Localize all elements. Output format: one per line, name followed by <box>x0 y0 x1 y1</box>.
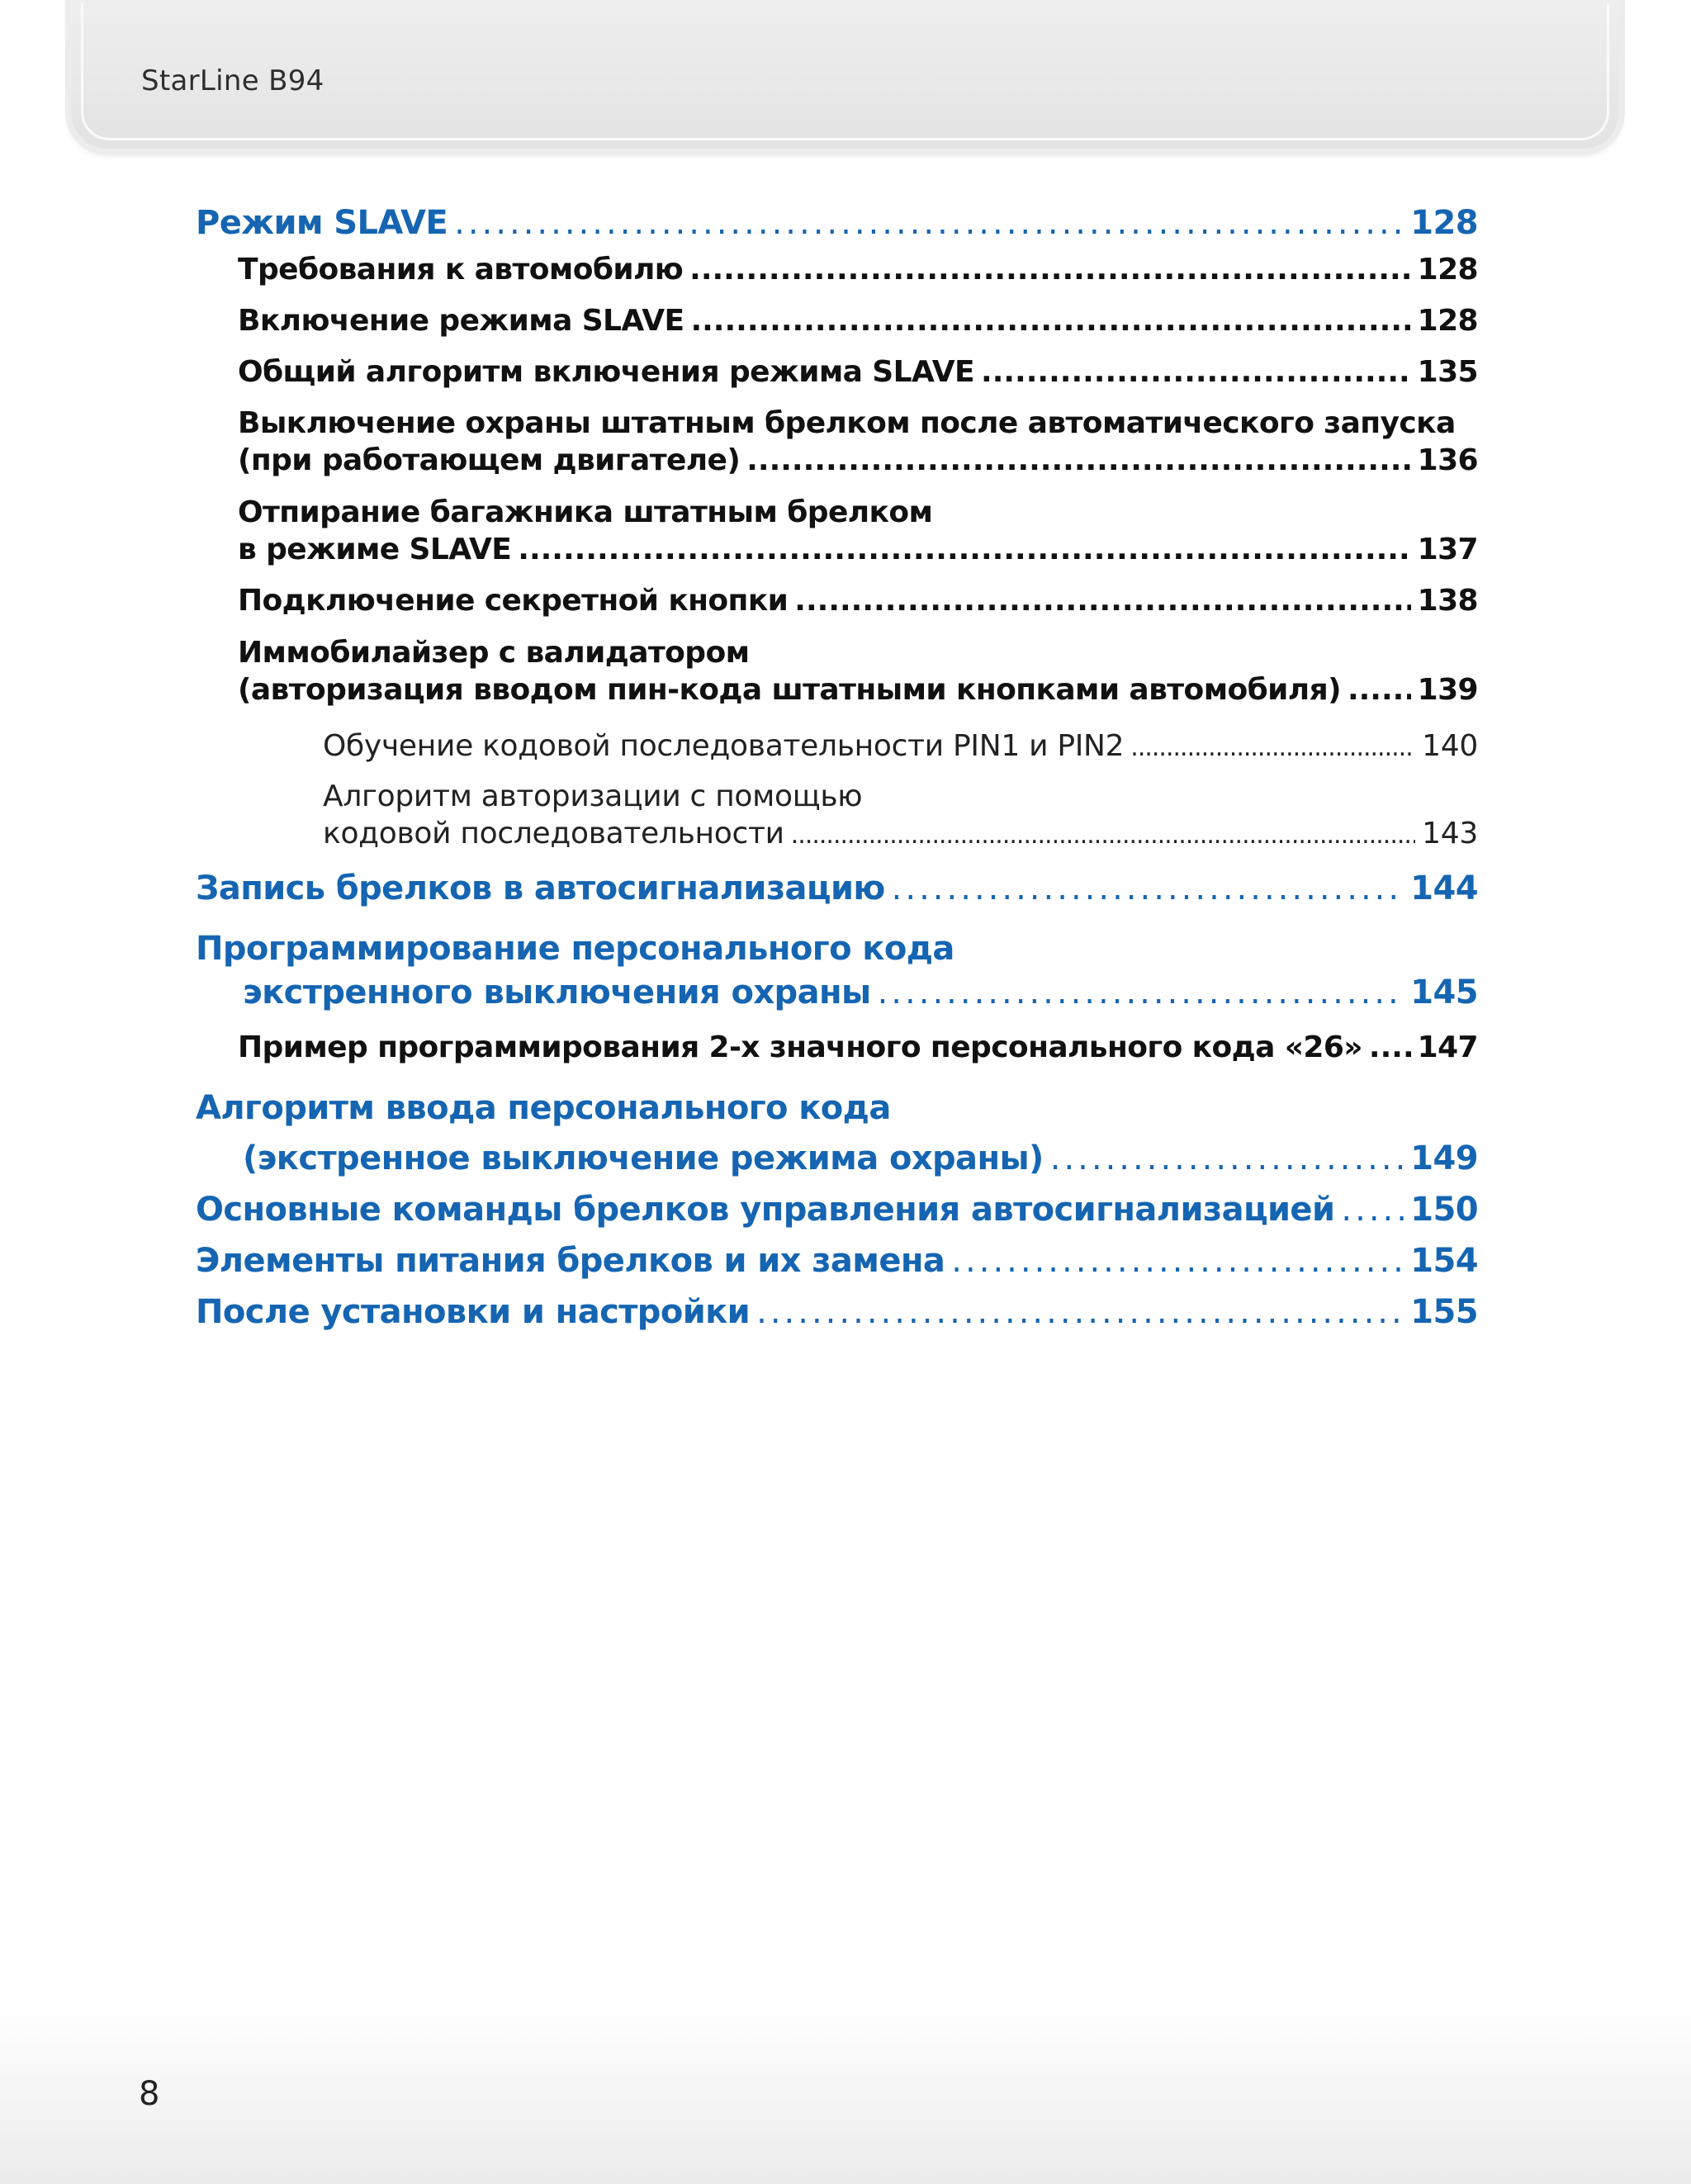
toc-entry[interactable] <box>238 443 1478 477</box>
toc-entry-title: Общий алгоритм включения режима SLAVE <box>238 355 975 389</box>
toc-entry-first-line[interactable]: Программирование персонального кода <box>196 930 954 968</box>
footer-band <box>0 2002 1691 2184</box>
toc-page-number: 144 <box>1410 869 1478 907</box>
toc-entry-title: Элементы питания брелков и их замена <box>196 1242 945 1280</box>
toc-entry[interactable] <box>243 974 1478 1011</box>
toc-entry[interactable] <box>196 869 1478 907</box>
toc-entry-title: (при работающем двигателе) <box>238 443 741 477</box>
toc-page-number: 154 <box>1410 1242 1478 1280</box>
toc-entry-title: Включение режима SLAVE <box>238 304 684 338</box>
toc-entry[interactable] <box>323 729 1478 763</box>
toc-leader <box>878 974 1404 1011</box>
toc-leader <box>690 304 1410 338</box>
toc-entry[interactable] <box>196 1242 1478 1280</box>
toc-entry-first-line[interactable]: Отпирание багажника штатным брелком <box>238 495 933 529</box>
toc-page-number: 140 <box>1422 729 1478 763</box>
toc-page-number: 150 <box>1410 1191 1478 1229</box>
toc-page-number: 149 <box>1410 1139 1478 1177</box>
toc-entry[interactable] <box>238 1030 1478 1064</box>
toc-entry[interactable] <box>243 1139 1478 1177</box>
toc-entry-title: в режиме SLAVE <box>238 533 512 566</box>
toc-entry-title: Обучение кодовой последовательности PIN1 и PIN2 <box>323 729 1125 763</box>
toc-page-number: 143 <box>1422 817 1478 850</box>
toc-entry-first-line[interactable]: Алгоритм авторизации с помощью <box>323 779 863 813</box>
toc-entry-title: После установки и настройки <box>196 1293 751 1331</box>
toc-leader <box>791 821 1415 850</box>
toc-page-number: 147 <box>1417 1030 1478 1064</box>
toc-leader <box>518 533 1410 566</box>
toc-leader <box>454 204 1404 242</box>
toc-entry[interactable] <box>238 584 1478 618</box>
toc-leader <box>689 253 1410 287</box>
toc-entry[interactable] <box>238 673 1478 707</box>
toc-page-number: 139 <box>1417 673 1478 707</box>
toc-entry[interactable] <box>196 1191 1478 1229</box>
toc-entry-first-line[interactable]: Выключение охраны штатным брелком после автоматического запуска <box>238 406 1456 440</box>
toc-leader <box>1369 1030 1411 1064</box>
toc-entry[interactable] <box>323 817 1478 850</box>
toc-entry-first-line[interactable]: Алгоритм ввода персонального кода <box>196 1089 891 1127</box>
toc-leader <box>1341 1191 1404 1229</box>
toc-entry-title: Режим SLAVE <box>196 204 448 242</box>
toc-entry-title: кодовой последовательности <box>323 817 784 850</box>
toc-entry[interactable] <box>196 1293 1478 1331</box>
toc-page-number: 137 <box>1417 533 1478 566</box>
toc-entry-title: (экстренное выключение режима охраны) <box>243 1139 1044 1177</box>
toc-leader <box>1348 673 1411 707</box>
toc-page-number: 128 <box>1417 253 1478 287</box>
toc-page-number: 138 <box>1417 584 1478 618</box>
toc-entry[interactable] <box>238 253 1478 287</box>
page-number: 8 <box>139 2075 160 2113</box>
toc-entry-title: Пример программирования 2-х значного персонального кода «26» <box>238 1030 1362 1064</box>
toc-leader <box>892 869 1404 907</box>
toc-entry-title: Подключение секретной кнопки <box>238 584 789 618</box>
toc-entry-title: Запись брелков в автосигнализацию <box>196 869 885 907</box>
toc-entry-title: (авторизация вводом пин-кода штатными кнопками автомобиля) <box>238 673 1341 707</box>
toc-leader <box>756 1293 1404 1331</box>
toc-leader <box>794 584 1410 618</box>
toc-page-number: 128 <box>1410 204 1478 242</box>
toc-entry-title: Требования к автомобилю <box>238 253 684 287</box>
toc-entry[interactable] <box>196 204 1478 242</box>
toc-entry-title: экстренного выключения охраны <box>243 974 871 1011</box>
toc-leader <box>1130 733 1415 762</box>
toc-page-number: 155 <box>1410 1293 1478 1331</box>
toc-entry[interactable] <box>238 304 1478 338</box>
header-title: StarLine B94 <box>141 64 324 97</box>
toc-page-number: 128 <box>1417 304 1478 338</box>
toc-page-number: 145 <box>1410 974 1478 1011</box>
toc-leader <box>951 1242 1404 1280</box>
toc-leader <box>746 443 1410 477</box>
toc-entry-title: Основные команды брелков управления автосигнализацией <box>196 1191 1335 1229</box>
toc-entry[interactable] <box>238 355 1478 389</box>
toc-entry[interactable] <box>238 533 1478 566</box>
toc-entry-first-line[interactable]: Иммобилайзер с валидатором <box>238 636 750 670</box>
toc-leader <box>1050 1139 1404 1177</box>
toc-page-number: 136 <box>1417 443 1478 477</box>
toc-page-number: 135 <box>1417 355 1478 389</box>
toc-leader <box>981 355 1411 389</box>
